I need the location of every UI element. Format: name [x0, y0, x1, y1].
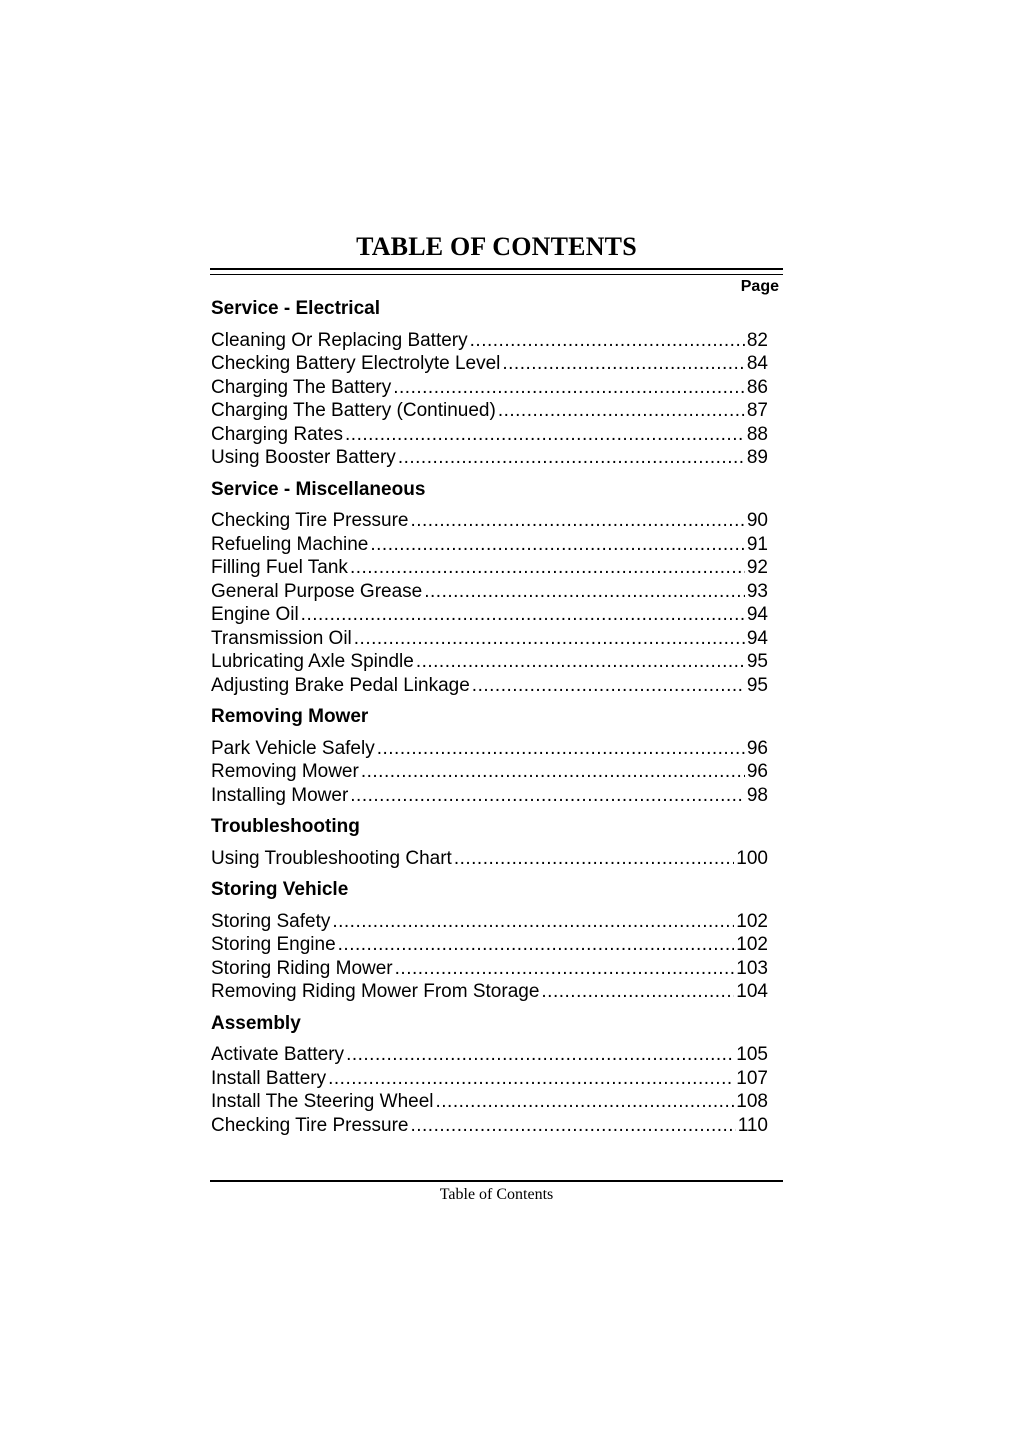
toc-entry-label: Using Troubleshooting Chart: [211, 847, 452, 869]
toc-entry[interactable]: [211, 376, 768, 400]
toc-entry-page-number: 107: [736, 1067, 768, 1089]
footer-text: Table of Contents: [439, 1186, 554, 1203]
dot-leader: [350, 556, 745, 580]
toc-entry-label: Storing Riding Mower: [211, 957, 393, 979]
toc-entry[interactable]: [211, 957, 768, 981]
toc-entry-page-number: 108: [736, 1091, 768, 1112]
toc-entry[interactable]: [211, 737, 768, 761]
toc-entry[interactable]: [211, 1043, 768, 1067]
dot-leader: [416, 650, 745, 674]
toc-entry[interactable]: [211, 847, 768, 871]
dot-leader: [393, 376, 745, 400]
toc-entry[interactable]: [211, 980, 768, 1004]
toc-entry-page-number: 84: [746, 353, 768, 374]
toc-entry-page-number: 86: [746, 376, 768, 398]
toc-section: [211, 878, 768, 1004]
toc-entry-page-number: 104: [736, 981, 768, 1002]
dot-leader: [436, 1090, 735, 1114]
toc-entry-label: Checking Battery Electrolyte Level: [211, 353, 501, 374]
toc-section: [211, 1012, 768, 1138]
toc-entry-label: Lubricating Axle Spindle: [211, 651, 414, 672]
toc-entry-label: Engine Oil: [211, 604, 299, 625]
toc-entry-label: Adjusting Brake Pedal Linkage: [211, 674, 470, 696]
toc-section: [211, 705, 768, 807]
toc-entry[interactable]: [211, 933, 768, 957]
dot-leader: [424, 580, 745, 604]
toc-entry-page-number: 95: [746, 674, 768, 696]
dot-leader: [470, 329, 745, 353]
title-rule-thin: [210, 274, 783, 275]
toc-entry-page-number: 89: [746, 447, 768, 468]
toc-entry[interactable]: [211, 1067, 768, 1091]
toc-entry[interactable]: [211, 784, 768, 808]
dot-leader: [354, 627, 745, 651]
toc-entry[interactable]: [211, 650, 768, 674]
toc-entry[interactable]: [211, 533, 768, 557]
page-title: TABLE OF CONTENTS: [356, 232, 637, 261]
toc-entry-label: Cleaning Or Replacing Battery: [211, 329, 468, 351]
toc-entry[interactable]: [211, 627, 768, 651]
section-heading: Service - Miscellaneous: [211, 478, 426, 500]
toc-entry[interactable]: [211, 329, 768, 353]
toc-entry-page-number: 102: [736, 934, 768, 955]
toc-entry-label: Removing Riding Mower From Storage: [211, 981, 540, 1002]
section-heading: Service - Electrical: [211, 298, 380, 319]
toc-entry-page-number: 98: [746, 784, 768, 806]
toc-entry-page-number: 102: [736, 910, 768, 932]
toc-entry-page-number: 110: [737, 1114, 768, 1136]
toc-entry-page-number: 105: [736, 1044, 768, 1065]
toc-entry[interactable]: [211, 352, 768, 376]
toc-entry-page-number: 92: [746, 557, 768, 578]
toc-entry-label: Removing Mower: [211, 761, 359, 782]
toc-entry-page-number: 96: [746, 737, 768, 759]
toc-entry-label: Install Battery: [211, 1067, 327, 1089]
toc-entry[interactable]: [211, 509, 768, 533]
toc-entry-page-number: 95: [746, 651, 768, 672]
dot-leader: [332, 910, 734, 934]
dot-leader: [361, 760, 745, 784]
dot-leader: [472, 674, 745, 698]
toc-entry-page-number: 93: [746, 580, 768, 602]
toc-entry-page-number: 103: [736, 957, 768, 979]
toc-entry-label: Transmission Oil: [211, 627, 352, 649]
dot-leader: [345, 423, 745, 447]
section-heading: Storing Vehicle: [211, 879, 349, 900]
section-heading: Removing Mower: [211, 706, 369, 727]
toc-entry-page-number: 96: [746, 761, 768, 782]
dot-leader: [541, 980, 734, 1004]
section-heading: Assembly: [211, 1012, 301, 1034]
toc-entry-label: Filling Fuel Tank: [211, 557, 348, 578]
toc-entry-label: Park Vehicle Safely: [211, 737, 375, 759]
toc-entry[interactable]: [211, 674, 768, 698]
footer-rule: [210, 1180, 783, 1182]
dot-leader: [350, 784, 745, 808]
toc-entry-page-number: 94: [746, 627, 768, 649]
toc-entry[interactable]: [211, 760, 768, 784]
toc-entry[interactable]: [211, 603, 768, 627]
title-rule-thick: [210, 268, 783, 270]
toc-entry[interactable]: [211, 910, 768, 934]
toc-entry[interactable]: [211, 580, 768, 604]
section-heading: Troubleshooting: [211, 816, 360, 837]
dot-leader: [410, 1114, 735, 1138]
toc-entry-label: Refueling Machine: [211, 533, 369, 555]
toc-entry[interactable]: [211, 1114, 768, 1138]
toc-entry-label: Storing Engine: [211, 934, 336, 955]
toc-entry[interactable]: [211, 556, 768, 580]
toc-entry-label: Charging The Battery: [211, 376, 392, 398]
dot-leader: [370, 533, 744, 557]
toc-entry-page-number: 100: [736, 847, 768, 869]
toc-entry-label: Checking Tire Pressure: [211, 510, 409, 531]
toc-entry[interactable]: [211, 446, 768, 470]
toc-entry[interactable]: [211, 1090, 768, 1114]
toc-entry-page-number: 94: [746, 604, 768, 625]
toc-entry-page-number: 88: [746, 423, 768, 445]
dot-leader: [410, 509, 744, 533]
toc-entry-label: Installing Mower: [211, 784, 349, 806]
dot-leader: [338, 933, 735, 957]
dot-leader: [502, 352, 744, 376]
dot-leader: [328, 1067, 734, 1091]
dot-leader: [498, 399, 745, 423]
dot-leader: [377, 737, 745, 761]
page-column-label: Page: [740, 278, 779, 295]
toc-entry-label: Using Booster Battery: [211, 447, 396, 468]
toc-entry-page-number: 87: [746, 400, 768, 421]
toc-entry-label: Storing Safety: [211, 910, 331, 932]
toc-entry-label: Charging Rates: [211, 423, 344, 445]
toc-entry-label: General Purpose Grease: [211, 580, 423, 602]
toc-section: [211, 297, 768, 470]
toc-section: [211, 815, 768, 870]
toc-entry[interactable]: [211, 399, 768, 423]
toc-entry-label: Checking Tire Pressure: [211, 1114, 409, 1136]
toc-section: [211, 478, 768, 698]
dot-leader: [454, 847, 734, 871]
toc-entry-label: Activate Battery: [211, 1044, 345, 1065]
toc-entry-page-number: 82: [746, 329, 768, 351]
dot-leader: [301, 603, 745, 627]
toc-list: [211, 295, 768, 1137]
toc-entry-label: Install The Steering Wheel: [211, 1091, 434, 1112]
toc-entry-label: Charging The Battery (Continued): [211, 400, 496, 421]
toc-entry-page-number: 90: [746, 510, 768, 531]
toc-entry-page-number: 91: [746, 533, 768, 555]
toc-entry[interactable]: [211, 423, 768, 447]
dot-leader: [346, 1043, 734, 1067]
dot-leader: [395, 957, 735, 981]
dot-leader: [398, 446, 745, 470]
